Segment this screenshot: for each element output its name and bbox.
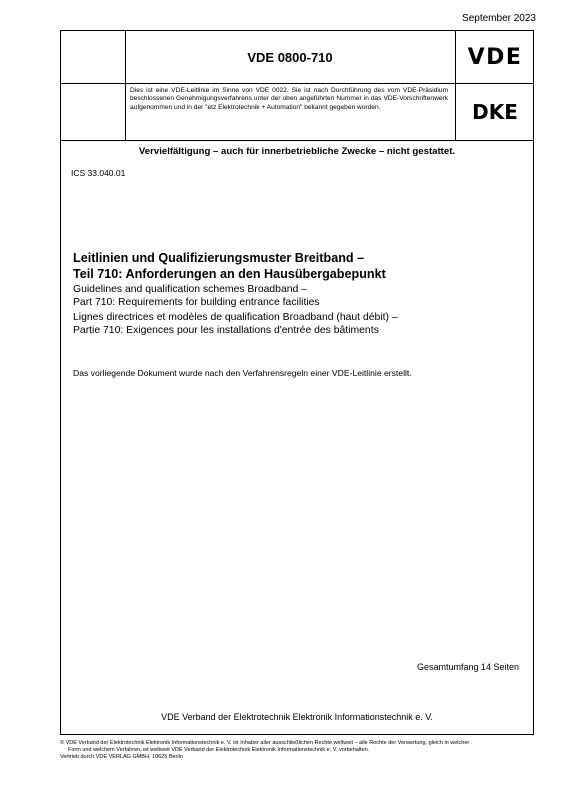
legal-line3: Vertrieb durch VDE VERLAG GMBH, 10625 Berlin: [60, 754, 183, 760]
title-french-line2: Partie 710: Exigences pour les installations d'entrée des bâtiments: [73, 324, 379, 336]
copy-notice: Vervielfältigung – auch für innerbetriebliche Zwecke – nicht gestattet.: [138, 146, 456, 157]
legal-notice: [60, 740, 540, 761]
title-english: [73, 284, 523, 309]
page-count: Gesamtumfang 14 Seiten: [416, 662, 519, 672]
publisher: VDE Verband der Elektrotechnik Elektronik Informationstechnik e. V.: [161, 712, 433, 722]
ics-code: ICS 33.040.01: [71, 168, 126, 178]
document-number: VDE 0800-710: [247, 49, 333, 65]
vde-logo: VDE: [467, 44, 523, 70]
title-german: [73, 250, 523, 282]
process-note: Das vorliegende Dokument wurde nach den Verfahrensregeln einer VDE-Leitlinie erstellt.: [73, 368, 412, 378]
legal-line1: © VDE Verband der Elektrotechnik Elektronik Informationstechnik e. V. ist Inhaber aller ausschließlichen Rechte weltweit – alle Rechte der Verwertung, gleich in welcher: [60, 740, 470, 746]
legal-line2: Form und welchem Verfahren, ist weltweit VDE Verband der Elektrotechnik Elektronik Informationstechnik e. V. vorbehalten.: [68, 747, 370, 753]
title-german-line2: Teil 710: Anforderungen an den Hausübergabepunkt: [73, 267, 386, 281]
header-bottom-border: [61, 140, 533, 141]
title-german-line1: Leitlinien und Qualifizierungsmuster Breitband –: [73, 251, 365, 265]
title-english-line2: Part 710: Requirements for building entrance facilities: [73, 296, 320, 308]
title-english-line1: Guidelines and qualification schemes Broadband –: [73, 284, 307, 295]
guideline-note: Dies ist eine VDE-Leitlinie im Sinne von VDE 0022. Sie ist nach Durchführung des vom VDE-Präsidium beschlossenen Genehmigungsverfahrens unter der oben angeführten Nummer in das VDE-Vorschriftenwerk aufgenommen und in der "etz Elektrotechnik + Automation" bekannt gegeben worden.: [130, 87, 448, 111]
title-french: [73, 312, 523, 337]
publication-date: September 2023: [462, 13, 536, 24]
title-french-line1: Lignes directrices et modèles de qualification Broadband (haut débit) –: [73, 312, 398, 323]
cover-frame: [60, 30, 534, 735]
dke-logo: DKE: [472, 99, 518, 124]
